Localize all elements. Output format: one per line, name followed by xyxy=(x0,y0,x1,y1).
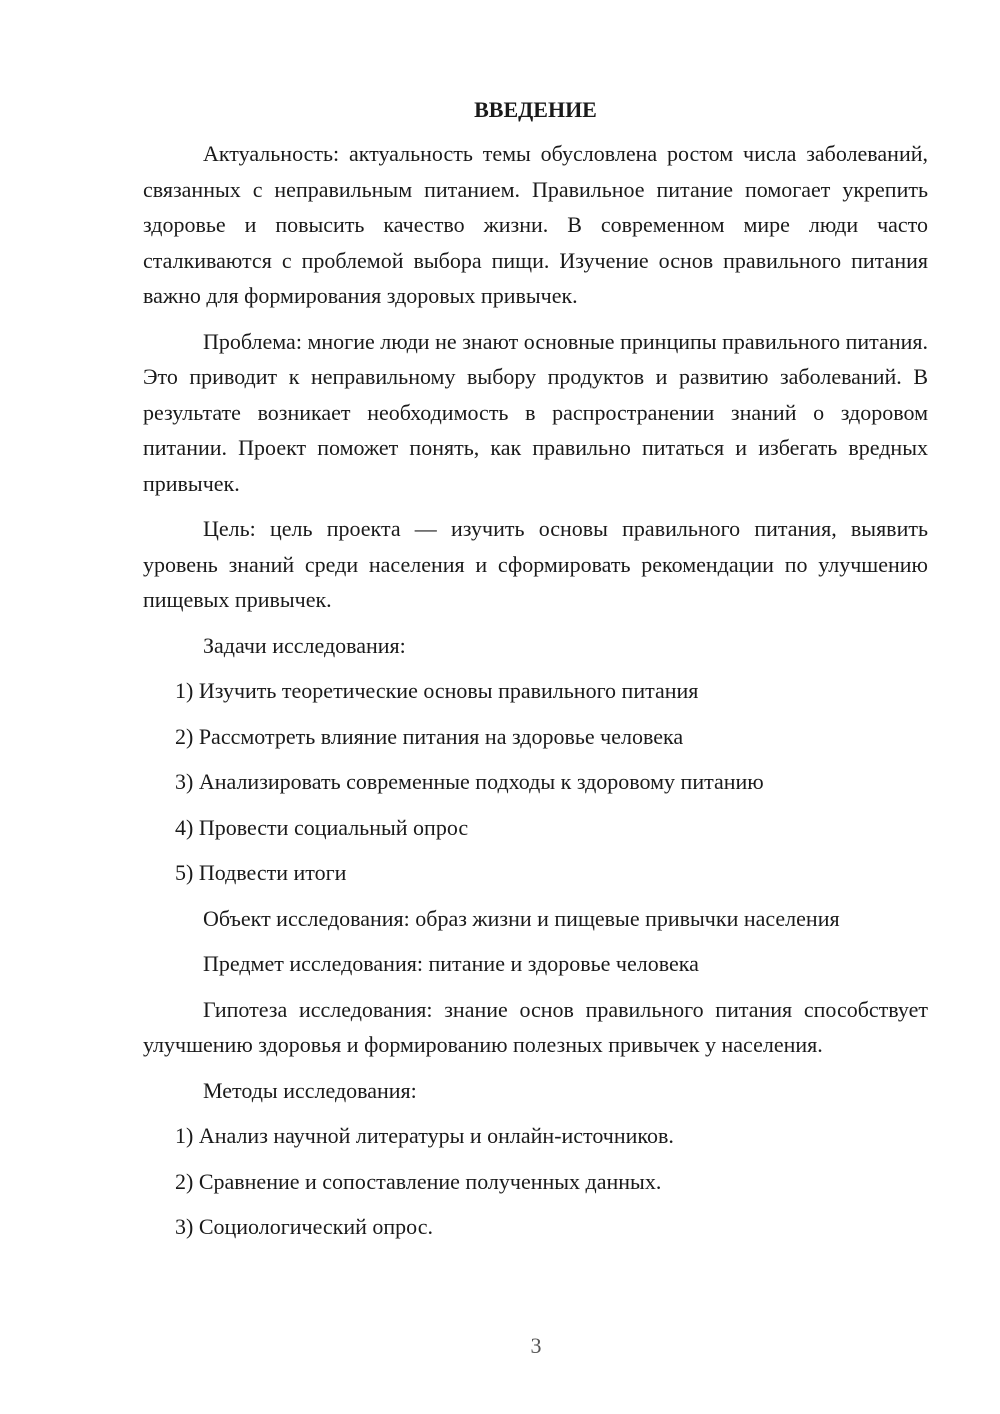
method-item-1: 1) Анализ научной литературы и онлайн-источников. xyxy=(175,1123,674,1148)
document-page xyxy=(143,94,928,1255)
problem-paragraph: Проблема: многие люди не знают основные принципы правильного питания. Это приводит к неправильному выбору продуктов и развитию заболеваний. В результате возникает необходимость в распространении знаний о здоровом питании. Проект поможет понять, как правильно питаться и избегать вредных привычек. xyxy=(143,328,928,496)
relevance-paragraph: Актуальность: актуальность темы обусловлена ростом числа заболеваний, связанных с неправильным питанием. Правильное питание помогает укрепить здоровье и повысить качество жизни. В современном мире люди часто сталкиваются с проблемой выбора пищи. Изучение основ правильного питания важно для формирования здоровых привычек. xyxy=(143,141,928,308)
page-title: ВВЕДЕНИЕ xyxy=(474,97,597,122)
page-number: 3 xyxy=(530,1333,542,1358)
task-item-5: 5) Подвести итоги xyxy=(175,860,347,885)
task-item-2: 2) Рассмотреть влияние питания на здоровье человека xyxy=(175,723,684,749)
task-item-1: 1) Изучить теоретические основы правильного питания xyxy=(175,678,699,703)
research-object: Объект исследования: образ жизни и пищевые привычки населения xyxy=(203,905,840,931)
method-item-2: 2) Сравнение и сопоставление полученных данных. xyxy=(175,1168,662,1194)
goal-paragraph: Цель: цель проекта — изучить основы правильного питания, выявить уровень знаний среди населения и сформировать рекомендации по улучшению пищевых привычек. xyxy=(143,516,928,612)
task-item-4: 4) Провести социальный опрос xyxy=(175,814,469,840)
method-item-3: 3) Социологический опрос. xyxy=(175,1214,433,1239)
tasks-heading: Задачи исследования: xyxy=(203,632,406,658)
research-subject: Предмет исследования: питание и здоровье человека xyxy=(203,951,699,976)
methods-heading: Методы исследования: xyxy=(203,1077,417,1103)
task-item-3: 3) Анализировать современные подходы к здоровому питанию xyxy=(175,769,764,794)
hypothesis-paragraph: Гипотеза исследования: знание основ правильного питания способствует улучшению здоровья и формированию полезных привычек у населения. xyxy=(143,996,928,1057)
